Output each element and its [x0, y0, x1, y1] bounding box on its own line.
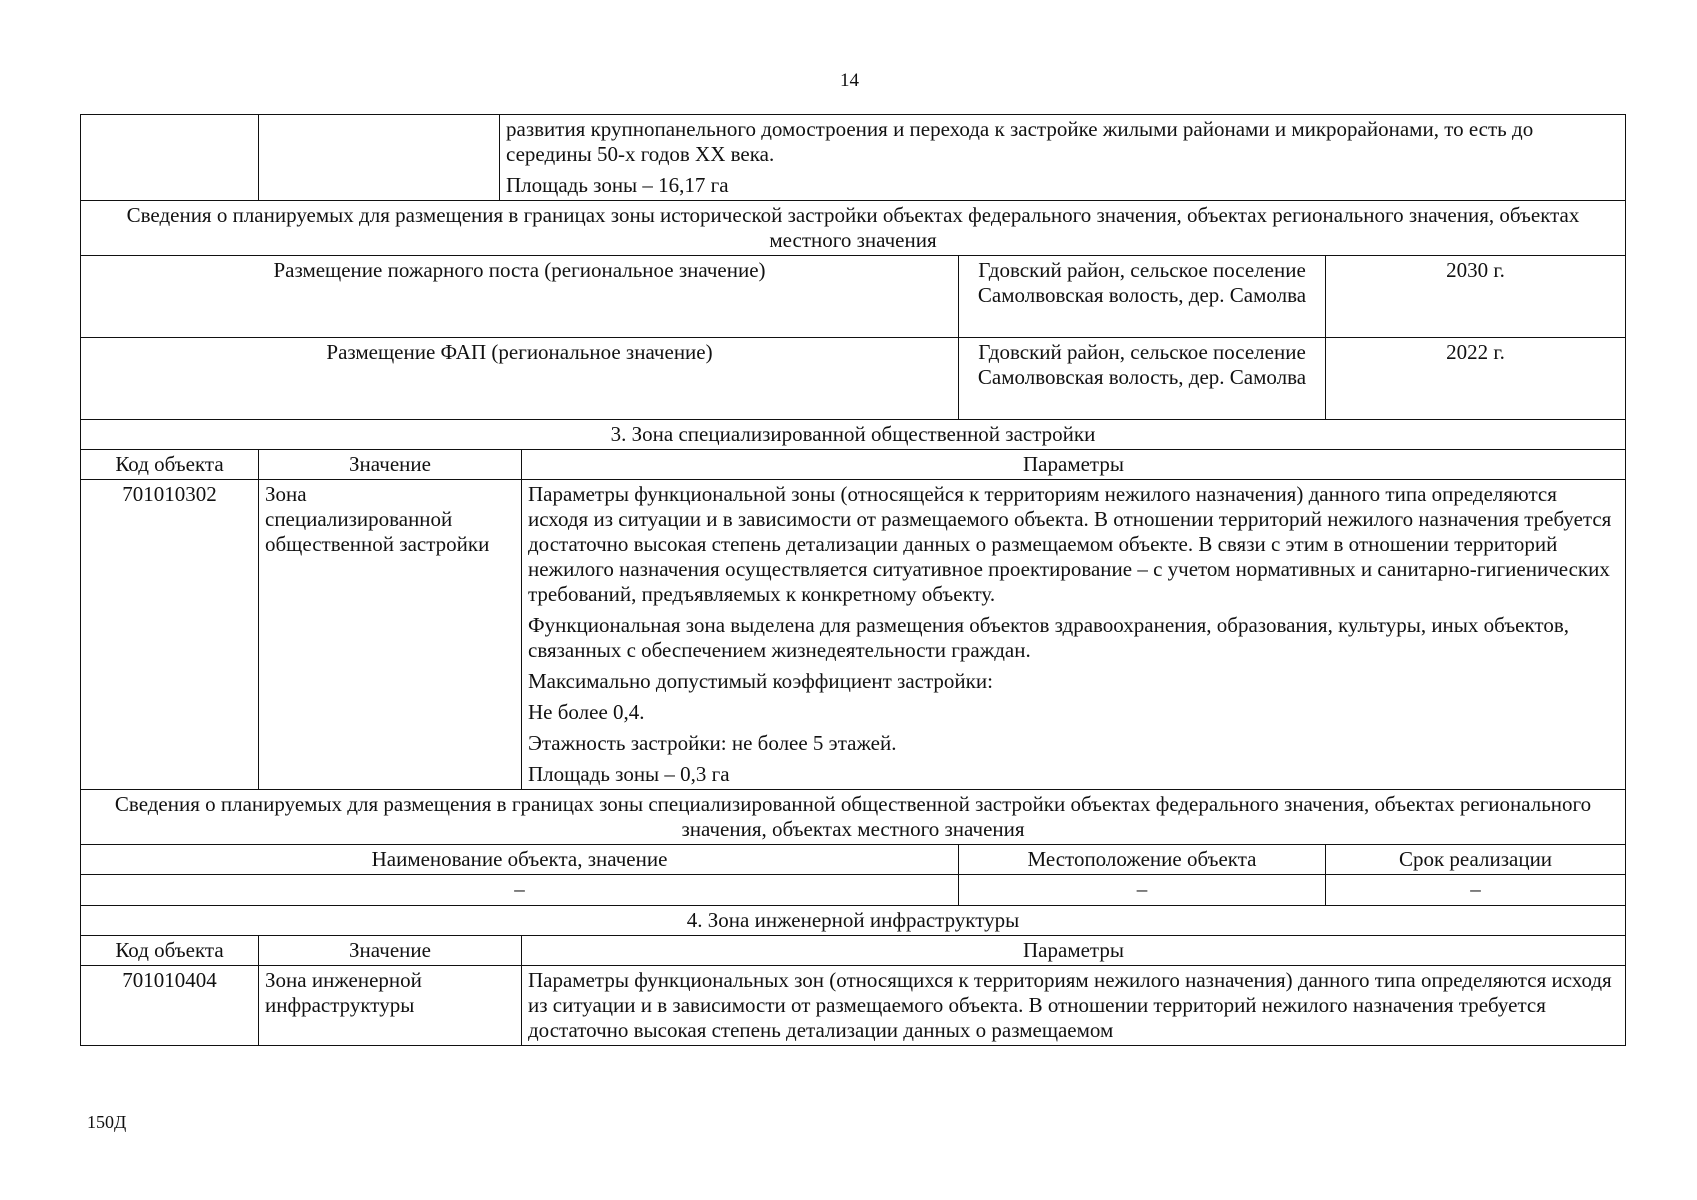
header-code: Код объекта — [81, 450, 259, 480]
object-term-cell: – — [1326, 875, 1626, 906]
document-table-container — [80, 114, 1625, 1046]
header-params: Параметры — [522, 450, 1626, 480]
object-location-cell: – — [959, 875, 1326, 906]
table-row — [81, 115, 1626, 201]
table-row — [81, 936, 1626, 966]
params-paragraph: Этажность застройки: не более 5 этажей. — [528, 731, 897, 755]
table-row — [81, 201, 1626, 256]
header-term: Срок реализации — [1326, 845, 1626, 875]
zones-table — [80, 114, 1626, 1046]
header-value: Значение — [259, 450, 522, 480]
table-row — [81, 875, 1626, 906]
value-cell — [259, 115, 500, 201]
header-value: Значение — [259, 936, 522, 966]
object-name-cell: Размещение пожарного поста (региональное значение) — [81, 256, 959, 338]
object-term-cell: 2030 г. — [1326, 256, 1626, 338]
object-location-cell: Гдовский район, сельское поселение Самолвовская волость, дер. Самолва — [959, 338, 1326, 420]
table-row — [81, 845, 1626, 875]
table-row — [81, 966, 1626, 1046]
zone-value: Зона инженерной инфраструктуры — [259, 966, 522, 1046]
params-cell — [522, 480, 1626, 790]
header-object-name: Наименование объекта, значение — [81, 845, 959, 875]
page-number: 14 — [840, 70, 859, 91]
header-code: Код объекта — [81, 936, 259, 966]
table-row — [81, 906, 1626, 936]
params-cell — [500, 115, 1626, 201]
header-params: Параметры — [522, 936, 1626, 966]
object-location-cell: Гдовский район, сельское поселение Самолвовская волость, дер. Самолва — [959, 256, 1326, 338]
params-paragraph: развития крупнопанельного домостроения и перехода к застройке жилыми районами и микрорайонами, то есть до середины 50-х годов XX века. — [506, 117, 1534, 166]
planned-objects-heading: Сведения о планируемых для размещения в границах зоны специализированной общественной застройки объектах федерального значения, объектах регионального значения, объектах местного значения — [81, 790, 1626, 845]
params-paragraph: Параметры функциональной зоны (относящейся к территориям нежилого назначения) данного типа определяются исходя из ситуации и в зависимости от размещаемого объекта. В отношении территорий нежилого назначения требуется достаточно высокая степень детализации данных о размещаемом объекте. В связи с этим в отношении территорий нежилого назначения осуществляется ситуативное проектирование – с учетом нормативных и санитарно-гигиенических требований, предъявляемых к конкретному объекту. — [528, 482, 1612, 606]
table-row — [81, 790, 1626, 845]
params-cell: Параметры функциональных зон (относящихся к территориям нежилого назначения) данного типа определяются исходя из ситуации и в зависимости от размещаемого объекта. В отношении территорий нежилого назначения требуется достаточно высокая степень детализации данных о размещаемом — [522, 966, 1626, 1046]
params-paragraph: Площадь зоны – 0,3 га — [528, 762, 730, 786]
object-name-cell: Размещение ФАП (региональное значение) — [81, 338, 959, 420]
document-code: 150Д — [87, 1112, 127, 1132]
code-cell — [81, 115, 259, 201]
table-row — [81, 256, 1626, 338]
zone-value: Зона специализированной общественной застройки — [259, 480, 522, 790]
params-paragraph: Не более 0,4. — [528, 700, 645, 724]
params-paragraph: Функциональная зона выделена для размещения объектов здравоохранения, образования, культуры, иных объектов, связанных с обеспечением жизнедеятельности граждан. — [528, 613, 1569, 662]
object-term-cell: 2022 г. — [1326, 338, 1626, 420]
params-paragraph: Максимально допустимый коэффициент застройки: — [528, 669, 993, 693]
table-row — [81, 480, 1626, 790]
table-row — [81, 338, 1626, 420]
table-row — [81, 450, 1626, 480]
object-code: 701010404 — [81, 966, 259, 1046]
zone-title: 3. Зона специализированной общественной застройки — [81, 420, 1626, 450]
header-object-location: Местоположение объекта — [959, 845, 1326, 875]
object-code: 701010302 — [81, 480, 259, 790]
planned-objects-heading: Сведения о планируемых для размещения в границах зоны исторической застройки объектах федерального значения, объектах регионального значения, объектах местного значения — [81, 201, 1626, 256]
params-paragraph: Площадь зоны – 16,17 га — [506, 173, 729, 197]
object-name-cell: – — [81, 875, 959, 906]
zone-title: 4. Зона инженерной инфраструктуры — [81, 906, 1626, 936]
table-row — [81, 420, 1626, 450]
